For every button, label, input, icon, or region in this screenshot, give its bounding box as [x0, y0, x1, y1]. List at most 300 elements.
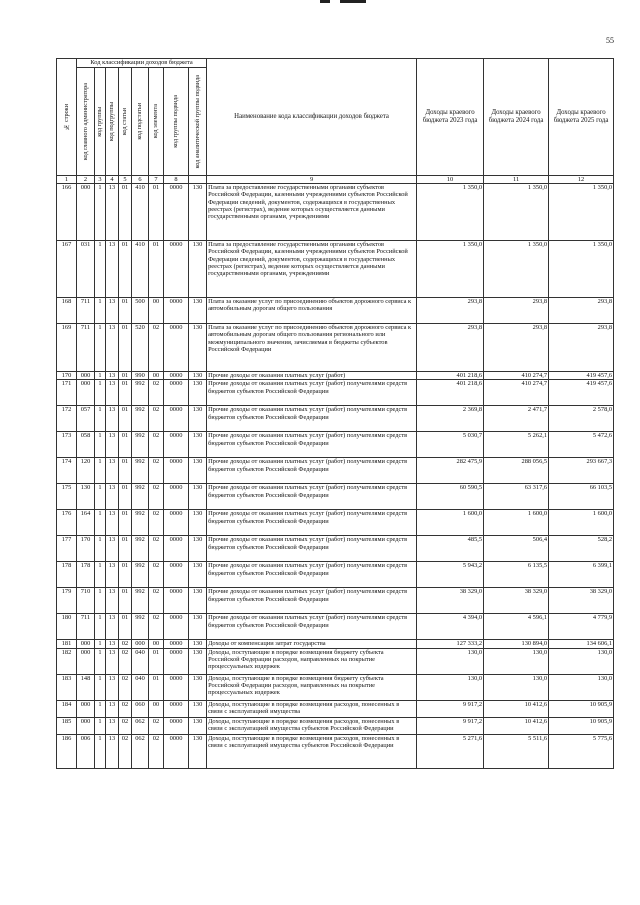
cell-name: Прочие доходы от оказания платных услуг (работ) получателями средств бюджетов субъектов Российской Федерации [207, 510, 417, 536]
cell-element-code: 02 [149, 734, 164, 768]
cell-income-2024: 288 056,5 [484, 458, 549, 484]
cell-subgroup-code: 13 [106, 588, 119, 614]
cell-income-2024: 410 274,7 [484, 380, 549, 406]
table-row [57, 674, 614, 700]
cell-element-code: 02 [149, 614, 164, 640]
cell-element-code: 00 [149, 372, 164, 380]
cell-group-code: 1 [95, 324, 106, 372]
table-row [57, 241, 614, 298]
cell-subarticle-code: 040 [132, 648, 149, 674]
cell-row-number: 185 [57, 717, 77, 734]
cell-income-2025: 419 457,6 [549, 372, 614, 380]
cell-row-number: 174 [57, 458, 77, 484]
cell-row-number: 178 [57, 562, 77, 588]
cell-income-2025: 1 350,0 [549, 241, 614, 298]
cell-element-code: 02 [149, 536, 164, 562]
cell-subarticle-code: 060 [132, 700, 149, 717]
cell-group-code: 1 [95, 510, 106, 536]
cell-income-2023: 5 271,6 [417, 734, 484, 768]
cell-admin-code: 057 [77, 406, 95, 432]
cell-analytic-code: 130 [189, 562, 207, 588]
cell-element-code: 02 [149, 562, 164, 588]
cell-group-code: 1 [95, 614, 106, 640]
cell-subgroup-code: 13 [106, 406, 119, 432]
cell-analytic-code: 130 [189, 406, 207, 432]
column-number: 6 [132, 176, 149, 184]
cell-article-code: 02 [119, 648, 132, 674]
cell-analytic-code: 130 [189, 640, 207, 648]
cell-income-2025: 134 606,1 [549, 640, 614, 648]
cell-group-code: 1 [95, 717, 106, 734]
cell-program-code: 0000 [164, 241, 189, 298]
cell-name: Доходы, поступающие в порядке возмещения бюджету субъекта Российской Федерации расходов, направленных на покрытие процессуальных издержек [207, 674, 417, 700]
cell-income-2025: 5 472,6 [549, 432, 614, 458]
cell-group-code: 1 [95, 372, 106, 380]
cell-element-code: 02 [149, 380, 164, 406]
cell-group-code: 1 [95, 562, 106, 588]
cell-admin-code: 164 [77, 510, 95, 536]
table-row [57, 372, 614, 380]
cell-income-2023: 5 943,2 [417, 562, 484, 588]
cell-article-code: 01 [119, 614, 132, 640]
cell-subarticle-code: 992 [132, 484, 149, 510]
cell-group-code: 1 [95, 298, 106, 324]
income-classification-table [56, 58, 614, 769]
header-subgroup-code: код подгруппы [106, 68, 119, 176]
cell-element-code: 01 [149, 674, 164, 700]
cell-group-code: 1 [95, 484, 106, 510]
cell-program-code: 0000 [164, 432, 189, 458]
cell-row-number: 181 [57, 640, 77, 648]
cell-income-2023: 9 917,2 [417, 700, 484, 717]
column-number: 4 [106, 176, 119, 184]
cell-subarticle-code: 040 [132, 674, 149, 700]
cell-analytic-code: 130 [189, 432, 207, 458]
table-row [57, 648, 614, 674]
cell-article-code: 01 [119, 562, 132, 588]
cell-program-code: 0000 [164, 298, 189, 324]
page-number: 55 [606, 36, 614, 45]
cell-element-code: 01 [149, 184, 164, 241]
table-row [57, 510, 614, 536]
cell-analytic-code: 130 [189, 380, 207, 406]
cell-income-2023: 1 350,0 [417, 184, 484, 241]
cell-program-code: 0000 [164, 510, 189, 536]
cell-income-2025: 130,0 [549, 648, 614, 674]
cell-subgroup-code: 13 [106, 380, 119, 406]
cell-element-code: 02 [149, 484, 164, 510]
header-row-number: № строки [57, 59, 77, 176]
header-analytic-code: код аналитической группы подвида [189, 68, 207, 176]
table-row [57, 380, 614, 406]
cell-group-code: 1 [95, 184, 106, 241]
cell-program-code: 0000 [164, 484, 189, 510]
cell-program-code: 0000 [164, 372, 189, 380]
cell-article-code: 01 [119, 588, 132, 614]
cell-subgroup-code: 13 [106, 372, 119, 380]
cell-income-2024: 5 511,6 [484, 734, 549, 768]
cell-element-code: 02 [149, 717, 164, 734]
cell-income-2024: 410 274,7 [484, 372, 549, 380]
cell-admin-code: 170 [77, 536, 95, 562]
column-number-row [57, 176, 614, 184]
cell-subarticle-code: 992 [132, 588, 149, 614]
cell-subarticle-code: 992 [132, 432, 149, 458]
cell-income-2025: 1 350,0 [549, 184, 614, 241]
cell-row-number: 169 [57, 324, 77, 372]
table-row [57, 734, 614, 768]
cell-name: Доходы, поступающие в порядке возмещения бюджету субъекта Российской Федерации расходов, направленных на покрытие процессуальных издержек [207, 648, 417, 674]
cell-name: Прочие доходы от оказания платных услуг (работ) получателями средств бюджетов субъектов Российской Федерации [207, 536, 417, 562]
cell-group-code: 1 [95, 640, 106, 648]
cell-admin-code: 058 [77, 432, 95, 458]
cell-income-2024: 2 471,7 [484, 406, 549, 432]
cell-admin-code: 000 [77, 648, 95, 674]
cell-program-code: 0000 [164, 717, 189, 734]
cell-analytic-code: 130 [189, 510, 207, 536]
cell-article-code: 01 [119, 324, 132, 372]
cell-program-code: 0000 [164, 406, 189, 432]
cell-article-code: 01 [119, 484, 132, 510]
cell-row-number: 168 [57, 298, 77, 324]
cell-subarticle-code: 410 [132, 184, 149, 241]
cell-subarticle-code: 992 [132, 536, 149, 562]
cell-name: Прочие доходы от оказания платных услуг (работ) [207, 372, 417, 380]
cell-admin-code: 000 [77, 640, 95, 648]
cell-subgroup-code: 13 [106, 614, 119, 640]
cell-subarticle-code: 520 [132, 324, 149, 372]
cell-subgroup-code: 13 [106, 324, 119, 372]
cell-article-code: 01 [119, 372, 132, 380]
cell-article-code: 01 [119, 406, 132, 432]
cell-income-2025: 5 775,6 [549, 734, 614, 768]
header-group-code: код группы [95, 68, 106, 176]
cell-admin-code: 000 [77, 184, 95, 241]
cell-article-code: 01 [119, 298, 132, 324]
cell-income-2023: 4 394,0 [417, 614, 484, 640]
cell-article-code: 01 [119, 380, 132, 406]
cell-article-code: 02 [119, 734, 132, 768]
cell-admin-code: 710 [77, 588, 95, 614]
table-row [57, 458, 614, 484]
table-row [57, 324, 614, 372]
cell-admin-code: 711 [77, 298, 95, 324]
cell-article-code: 02 [119, 640, 132, 648]
table-row [57, 432, 614, 458]
cell-group-code: 1 [95, 432, 106, 458]
cell-analytic-code: 130 [189, 588, 207, 614]
header-classification-group: Код классификации доходов бюджета [77, 59, 207, 68]
cell-element-code: 02 [149, 588, 164, 614]
cell-element-code: 01 [149, 648, 164, 674]
cell-program-code: 0000 [164, 674, 189, 700]
cell-income-2023: 127 333,2 [417, 640, 484, 648]
cell-name: Прочие доходы от оказания платных услуг (работ) получателями средств бюджетов субъектов Российской Федерации [207, 484, 417, 510]
cell-analytic-code: 130 [189, 372, 207, 380]
cell-income-2024: 1 600,0 [484, 510, 549, 536]
cell-article-code: 01 [119, 184, 132, 241]
cell-analytic-code: 130 [189, 648, 207, 674]
header-admin-code: код главного администратора [77, 68, 95, 176]
cell-income-2025: 130,0 [549, 674, 614, 700]
cell-analytic-code: 130 [189, 184, 207, 241]
cell-element-code: 02 [149, 432, 164, 458]
cell-subarticle-code: 062 [132, 717, 149, 734]
cell-row-number: 172 [57, 406, 77, 432]
cell-income-2023: 401 218,6 [417, 372, 484, 380]
cell-group-code: 1 [95, 648, 106, 674]
cell-row-number: 176 [57, 510, 77, 536]
cell-analytic-code: 130 [189, 458, 207, 484]
cell-row-number: 170 [57, 372, 77, 380]
cell-group-code: 1 [95, 406, 106, 432]
cell-group-code: 1 [95, 380, 106, 406]
cell-subarticle-code: 992 [132, 562, 149, 588]
cell-row-number: 173 [57, 432, 77, 458]
cell-element-code: 00 [149, 298, 164, 324]
cell-program-code: 0000 [164, 324, 189, 372]
cell-analytic-code: 130 [189, 614, 207, 640]
cell-program-code: 0000 [164, 184, 189, 241]
cell-row-number: 183 [57, 674, 77, 700]
cell-income-2023: 60 590,5 [417, 484, 484, 510]
cell-admin-code: 031 [77, 241, 95, 298]
cell-element-code: 02 [149, 458, 164, 484]
cell-article-code: 01 [119, 241, 132, 298]
cell-income-2025: 528,2 [549, 536, 614, 562]
cell-program-code: 0000 [164, 562, 189, 588]
cell-income-2023: 130,0 [417, 674, 484, 700]
column-number: 2 [77, 176, 95, 184]
cell-subgroup-code: 13 [106, 510, 119, 536]
cell-name: Доходы, поступающие в порядке возмещения расходов, понесенных в связи с эксплуатацией имущества субъектов Российской Федерации [207, 734, 417, 768]
table-row [57, 484, 614, 510]
cell-admin-code: 006 [77, 734, 95, 768]
cell-program-code: 0000 [164, 734, 189, 768]
cell-name: Прочие доходы от оказания платных услуг (работ) получателями средств бюджетов субъектов Российской Федерации [207, 588, 417, 614]
table-row [57, 640, 614, 648]
cell-group-code: 1 [95, 588, 106, 614]
column-number: 11 [484, 176, 549, 184]
cell-article-code: 01 [119, 432, 132, 458]
cell-income-2023: 2 369,8 [417, 406, 484, 432]
cell-subarticle-code: 992 [132, 614, 149, 640]
column-number: 7 [149, 176, 164, 184]
cell-subgroup-code: 13 [106, 458, 119, 484]
cell-income-2024: 38 329,0 [484, 588, 549, 614]
column-number: 3 [95, 176, 106, 184]
cell-element-code: 02 [149, 510, 164, 536]
cell-group-code: 1 [95, 734, 106, 768]
cell-row-number: 186 [57, 734, 77, 768]
cell-article-code: 01 [119, 510, 132, 536]
cell-name: Прочие доходы от оказания платных услуг (работ) получателями средств бюджетов субъектов Российской Федерации [207, 380, 417, 406]
cell-group-code: 1 [95, 241, 106, 298]
cell-element-code: 00 [149, 700, 164, 717]
cell-subgroup-code: 13 [106, 484, 119, 510]
cell-admin-code: 711 [77, 324, 95, 372]
cell-analytic-code: 130 [189, 717, 207, 734]
cell-name: Доходы от компенсации затрат государства [207, 640, 417, 648]
cell-program-code: 0000 [164, 614, 189, 640]
cell-analytic-code: 130 [189, 700, 207, 717]
table-row [57, 588, 614, 614]
cell-admin-code: 130 [77, 484, 95, 510]
column-number: 1 [57, 176, 77, 184]
cell-program-code: 0000 [164, 588, 189, 614]
cell-income-2024: 506,4 [484, 536, 549, 562]
column-number: 8 [164, 176, 189, 184]
header-element-code: код элемента [149, 68, 164, 176]
cell-subarticle-code: 000 [132, 640, 149, 648]
cell-income-2023: 130,0 [417, 648, 484, 674]
cell-admin-code: 120 [77, 458, 95, 484]
cell-name: Прочие доходы от оказания платных услуг (работ) получателями средств бюджетов субъектов Российской Федерации [207, 432, 417, 458]
cell-income-2023: 293,8 [417, 324, 484, 372]
cell-article-code: 01 [119, 536, 132, 562]
table-row [57, 184, 614, 241]
table-row [57, 614, 614, 640]
cell-income-2025: 4 779,9 [549, 614, 614, 640]
header-income-2025: Доходы краевого бюджета 2025 года [549, 59, 614, 176]
cell-subarticle-code: 410 [132, 241, 149, 298]
cell-group-code: 1 [95, 700, 106, 717]
cell-income-2024: 5 262,1 [484, 432, 549, 458]
cell-program-code: 0000 [164, 458, 189, 484]
cell-income-2024: 10 412,6 [484, 700, 549, 717]
cell-income-2024: 1 350,0 [484, 184, 549, 241]
header-name: Наименование кода классификации доходов бюджета [207, 59, 417, 176]
cell-admin-code: 148 [77, 674, 95, 700]
cell-income-2024: 130 894,0 [484, 640, 549, 648]
cell-subarticle-code: 992 [132, 380, 149, 406]
cell-income-2024: 6 135,5 [484, 562, 549, 588]
cell-income-2025: 293,8 [549, 324, 614, 372]
header-article-code: код статьи [119, 68, 132, 176]
cell-subgroup-code: 13 [106, 648, 119, 674]
cell-row-number: 179 [57, 588, 77, 614]
cell-article-code: 01 [119, 458, 132, 484]
cell-income-2024: 130,0 [484, 648, 549, 674]
table-row [57, 298, 614, 324]
cell-income-2024: 4 596,1 [484, 614, 549, 640]
cell-income-2023: 38 329,0 [417, 588, 484, 614]
cell-subgroup-code: 13 [106, 241, 119, 298]
table-row [57, 717, 614, 734]
cell-income-2023: 9 917,2 [417, 717, 484, 734]
cell-subgroup-code: 13 [106, 184, 119, 241]
cell-subgroup-code: 13 [106, 640, 119, 648]
cell-subarticle-code: 992 [132, 406, 149, 432]
cell-income-2025: 2 578,0 [549, 406, 614, 432]
cell-row-number: 177 [57, 536, 77, 562]
cell-subarticle-code: 992 [132, 458, 149, 484]
cell-analytic-code: 130 [189, 241, 207, 298]
cell-admin-code: 711 [77, 614, 95, 640]
cell-element-code: 02 [149, 324, 164, 372]
header-income-2023: Доходы краевого бюджета 2023 года [417, 59, 484, 176]
cell-income-2023: 293,8 [417, 298, 484, 324]
cell-income-2025: 1 600,0 [549, 510, 614, 536]
cell-subgroup-code: 13 [106, 674, 119, 700]
table-row [57, 406, 614, 432]
header-income-2024: Доходы краевого бюджета 2024 года [484, 59, 549, 176]
cell-name: Прочие доходы от оказания платных услуг (работ) получателями средств бюджетов субъектов Российской Федерации [207, 614, 417, 640]
cell-income-2024: 10 412,6 [484, 717, 549, 734]
cell-element-code: 02 [149, 406, 164, 432]
cell-name: Прочие доходы от оказания платных услуг (работ) получателями средств бюджетов субъектов Российской Федерации [207, 406, 417, 432]
cell-group-code: 1 [95, 536, 106, 562]
cell-analytic-code: 130 [189, 324, 207, 372]
header-subarticle-code: код подстатьи [132, 68, 149, 176]
cell-subgroup-code: 13 [106, 700, 119, 717]
cell-admin-code: 000 [77, 372, 95, 380]
cell-program-code: 0000 [164, 700, 189, 717]
cell-row-number: 166 [57, 184, 77, 241]
cell-row-number: 180 [57, 614, 77, 640]
cell-program-code: 0000 [164, 380, 189, 406]
cell-program-code: 0000 [164, 648, 189, 674]
cell-name: Плата за оказание услуг по присоединению объектов дорожного сервиса к автомобильным дорогам общего пользования регионального или межмуниципального значения, зачисляемая в бюджеты субъектов Российской Федерации [207, 324, 417, 372]
cell-income-2025: 293,8 [549, 298, 614, 324]
cell-income-2023: 282 475,9 [417, 458, 484, 484]
table-row [57, 536, 614, 562]
column-number: 9 [207, 176, 417, 184]
cell-subarticle-code: 500 [132, 298, 149, 324]
cell-income-2025: 10 905,9 [549, 700, 614, 717]
column-number: 10 [417, 176, 484, 184]
cell-row-number: 167 [57, 241, 77, 298]
cell-subgroup-code: 13 [106, 717, 119, 734]
cell-income-2023: 1 600,0 [417, 510, 484, 536]
column-number: 5 [119, 176, 132, 184]
cell-analytic-code: 130 [189, 674, 207, 700]
cell-subgroup-code: 13 [106, 562, 119, 588]
cell-income-2023: 485,5 [417, 536, 484, 562]
cell-income-2025: 38 329,0 [549, 588, 614, 614]
cell-row-number: 182 [57, 648, 77, 674]
table-row [57, 700, 614, 717]
cell-row-number: 171 [57, 380, 77, 406]
cell-subgroup-code: 13 [106, 734, 119, 768]
table-body [57, 184, 614, 769]
cell-name: Плата за оказание услуг по присоединению объектов дорожного сервиса к автомобильным дорогам общего пользования [207, 298, 417, 324]
cell-subgroup-code: 13 [106, 536, 119, 562]
cell-name: Прочие доходы от оказания платных услуг (работ) получателями средств бюджетов субъектов Российской Федерации [207, 458, 417, 484]
cell-admin-code: 000 [77, 380, 95, 406]
cell-name: Прочие доходы от оказания платных услуг (работ) получателями средств бюджетов субъектов Российской Федерации [207, 562, 417, 588]
cell-program-code: 0000 [164, 536, 189, 562]
cell-income-2023: 1 350,0 [417, 241, 484, 298]
cell-analytic-code: 130 [189, 298, 207, 324]
table-row [57, 562, 614, 588]
cell-admin-code: 000 [77, 717, 95, 734]
header-program-code: код группы подвида [164, 68, 189, 176]
cell-name: Доходы, поступающие в порядке возмещения расходов, понесенных в связи с эксплуатацией имущества [207, 700, 417, 717]
cell-name: Доходы, поступающие в порядке возмещения расходов, понесенных в связи с эксплуатацией имущества субъектов Российской Федерации [207, 717, 417, 734]
cell-income-2023: 5 030,7 [417, 432, 484, 458]
cell-subarticle-code: 992 [132, 510, 149, 536]
cell-income-2025: 10 905,9 [549, 717, 614, 734]
cell-article-code: 02 [119, 700, 132, 717]
cell-income-2024: 63 317,6 [484, 484, 549, 510]
cell-income-2024: 1 350,0 [484, 241, 549, 298]
cell-income-2024: 293,8 [484, 298, 549, 324]
cell-subarticle-code: 062 [132, 734, 149, 768]
cell-income-2024: 130,0 [484, 674, 549, 700]
cell-subgroup-code: 13 [106, 432, 119, 458]
cell-admin-code: 178 [77, 562, 95, 588]
